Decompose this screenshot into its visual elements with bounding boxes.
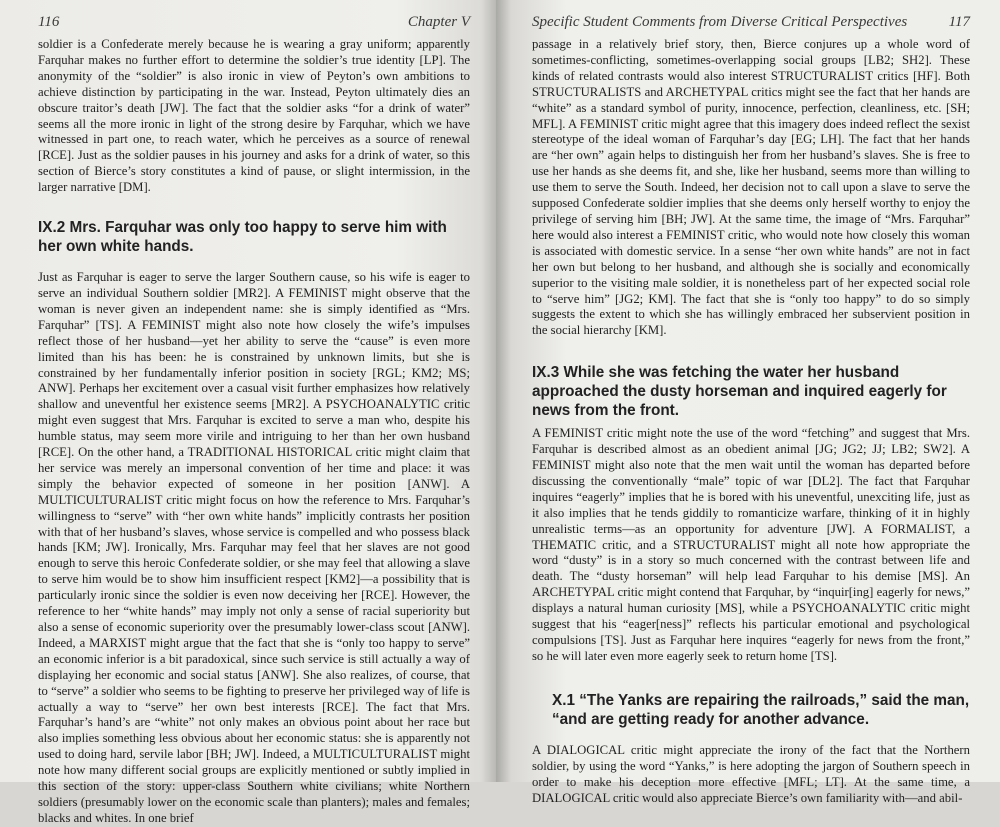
right-running-head <box>532 14 970 31</box>
right-paragraph-1: passage in a relatively brief story, then, Bierce conjures up a whole word of sometimes-conflicting, sometimes-overlapping social groups [LB2; SH2]. These kinds of related contrasts would also interest STRUCTURALIST critics [HF]. Both STRUCTURALISTS and ARCHETYPAL critics might see the fact that her hands are “white” as a standard symbol of purity, innocence, perfection, cleanliness, etc. [SH; MFL]. A FEMINIST critic might agree that this imagery does indeed reflect the sexist stereotype of the ideal woman of Farquhar’s day [EG; LH]. The fact that her hands are “her own” again helps to distinguish her from her husband’s slaves. She is free to use her hands as she deems fit, and she, like her husband, seems more than willing to use them to serve the South. Indeed, her decision not to call upon a slave to serve the supposed Confederate soldier implies that she deems only herself worthy to enjoy the privilege of serving him [BH; JW]. At the same time, the image of “Mrs. Farquhar” here would also interest a FEMINIST critic, who would note how closely this woman is associated with domestic service. In a sense “her own white hands” are not in fact her own but belong to her husband, and although she is socially and economically superior to the visiting male soldier, it is nonetheless part of her expected social role to “serve him” [JG2; KM]. The fact that she is “only too happy” to do so simply suggests the extent to which she has willingly embraced her subservient position in the social hierarchy [KM]. <box>532 37 970 338</box>
right-page-number: 117 <box>948 14 970 30</box>
left-paragraph-1: soldier is a Confederate merely because he is wearing a gray uniform; apparently Farquhar makes no further effort to determine the soldier’s true identity [LP]. The anonymity of the “soldier” is also ironic in view of Peyton’s own ambitions to achieve distinction by participating in the war. Instead, Peyton ultimately dies an obscure traitor’s death [JW]. The fact that the soldier asks “for a drink of water” seems all the more ironic in light of the strong desire by Farquhar, which we have witnessed in part one, to reach water, which he perceives as a source of renewal [RCE]. Just as the soldier pauses in his journey and asks for a drink of water, so this section of Bierce’s story constitutes a kind of pause, or slight intermission, in the larger narrative [DM]. <box>38 37 470 195</box>
section-heading-x-1: X.1 “The Yanks are repairing the railroads,” said the man, “and are getting ready for another advance. <box>552 691 970 728</box>
section-heading-ix-3: IX.3 While she was fetching the water her husband approached the dusty horseman and inquired eagerly for news from the front. <box>532 364 947 420</box>
right-page <box>496 0 1000 805</box>
left-running-head <box>38 14 470 31</box>
right-paragraph-3: A DIALOGICAL critic might appreciate the irony of the fact that the Northern soldier, by using the word “Yanks,” is here adopting the jargon of Southern speech in order to make his deception more effective [MFL; LT]. At the same time, a DIALOGICAL critic would also appreciate Bierce’s own familiarity with—and abil- <box>532 742 970 805</box>
left-chapter-title: Chapter V <box>407 14 470 30</box>
section-heading-ix-2: IX.2 Mrs. Farquhar was only too happy to serve him with her own white hands. <box>38 219 447 256</box>
left-paragraph-2: Just as Farquhar is eager to serve the larger Southern cause, so his wife is eager to serve an individual Southern soldier [MR2]. A FEMINIST might observe that the woman is never given an independent name: she is simply identified as “Mrs. Farquhar” [TS]. A FEMINIST might also note how closely the wife’s impulses reflect those of her husband—yet her ability to serve the “cause” is even more limited than his has been: he is constrained by unknown limits, but she is constrained by her fundamentally inferior position in society [RGL; KM2; MS; ANW]. Perhaps her excitement over a casual visit further emphasizes how relatively shallow and uneventful her existence seems [MR2]. A PSYCHOANALYTIC critic might even suggest that Mrs. Farquhar is excited to serve a man who, despite his humble status, may seem more virile and intriguing to her than her own husband [RCE]. On the other hand, a TRADITIONAL HISTORICAL critic might claim that her service was merely an impersonal convention of her time and place: it was simply the behavior expected of someone in her position [ANW]. A MULTICULTURALIST critic might focus on how the reference to Mrs. Farquhar’s willingness to “serve” with “her own white hands” implicitly contrasts her position with that of her husband’s slaves, whose service is compelled and who possess black hands [KM; JW]. Ironically, Mrs. Farquhar may feel that her slaves are not good enough to serve this heroic Confederate soldier, or she may feel that allowing a slave to serve him would be to show him insufficient respect [KM2]—a possibility that is particularly ironic since the soldier is even now deceiving her [RCE]. However, the reference to her “white hands” may imply not only a sense of racial superiority but also a sense of economic superiority over the presumably lower-class scout [ANW]. Indeed, a MARXIST might argue that the fact that she is “only too happy to serve” an economic inferior is a bit paradoxical, since such service is still actually a way of displaying her economic and social status [ANW]. She also realizes, of course, that to “serve” a soldier who seems to be fighting to preserve her privileged way of life is actually a way to “serve” her own best interests [RCE]. The fact that Mrs. Farquhar’s hand’s are “white” not only makes an obvious point about her race but also implies something less obvious about her economic status: she is apparently not used to doing hard, servile labor [BH; JW]. Indeed, a MULTICULTURALIST might note how many different social groups are explicitly mentioned or subtly implied in this section of the story: upper-class Southern white civilians; white Northern soldiers (presumably lower on the economic scale than planters); males and females; blacks and whites. In one brief <box>38 270 470 825</box>
right-paragraph-2: A FEMINIST critic might note the use of the word “fetching” and suggest that Mrs. Farquhar is described almost as an obedient animal [JG; JG2; JJ; LB2; SW2]. A FEMINIST might also note that the men wait until the woman has departed before discussing the conventionally “male” topic of war [DL2]. The fact that Farquhar inquires “eagerly” implies that he is bored with his uneventful, unexciting life, just as it also implies that he tends giddily to romanticize warfare, thinking of it in highly unrealistic terms—as an opportunity for adventure [JW]. A FORMALIST, a THEMATIC critic, and a STRUCTURALIST might all note how appropriate the word “dusty” is in a story so much concerned with the contrast between life and death. The “dusty horseman” will help lead Farquhar to his demise [MS]. An ARCHETYPAL critic might contend that Farquhar, by “inquir[ing] eagerly for news,” displays a natural human curiosity [MS], while a PSYCHOANALYTIC critic might suggest that his “eager[ness]” reflects his particular emotional and psychological compulsions [TS]. Just as Farquhar here inquires “eagerly for news from the front,” so he will later even more eagerly seek to return home [TS]. <box>532 426 970 663</box>
right-chapter-title: Specific Student Comments from Diverse Critical Perspectives <box>532 14 908 30</box>
left-page-number: 116 <box>38 14 60 30</box>
left-page <box>0 0 496 825</box>
